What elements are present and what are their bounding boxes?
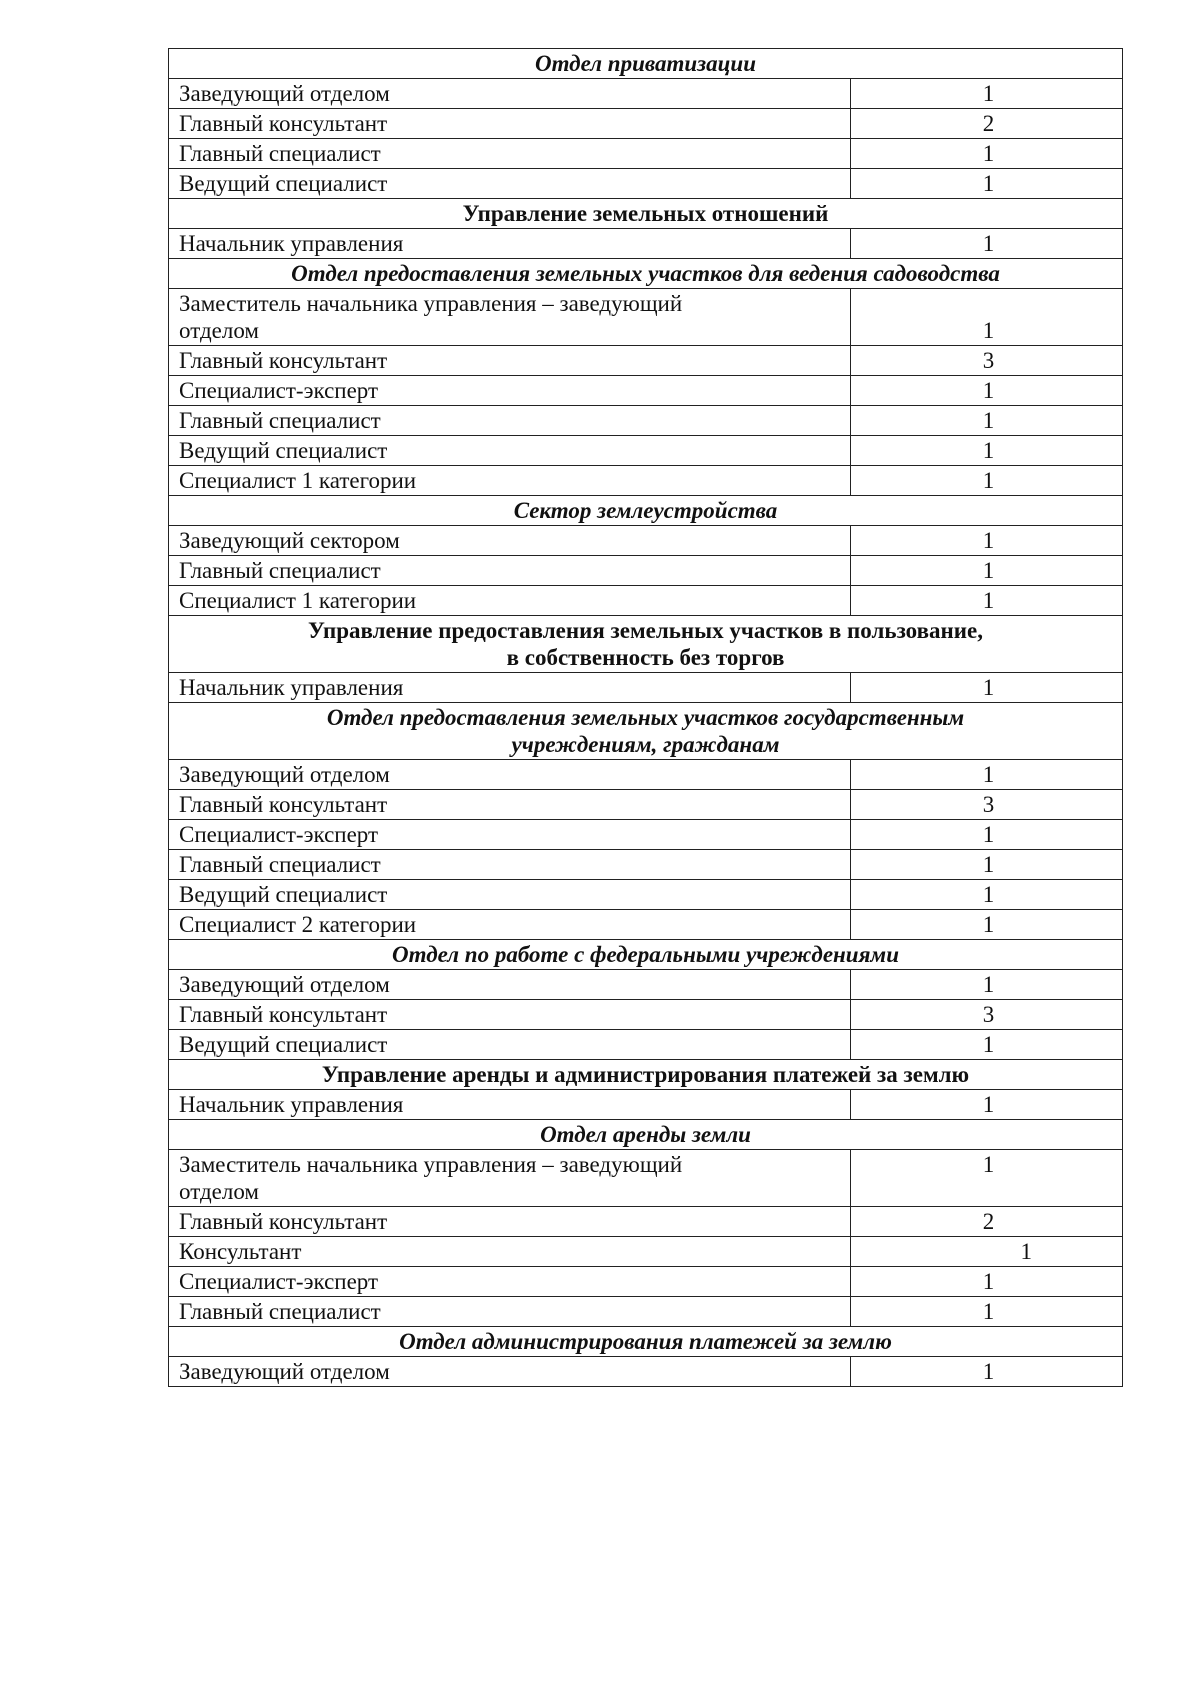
position-name: Ведущий специалист <box>169 880 851 910</box>
section-header <box>169 49 1123 79</box>
position-count: 2 <box>851 1207 1123 1237</box>
table-row <box>169 1357 1123 1387</box>
table-row <box>169 109 1123 139</box>
section-title: Отдел по работе с федеральными учреждениями <box>169 940 1123 970</box>
section-title: Отдел приватизации <box>169 49 1123 79</box>
position-name: Главный консультант <box>169 790 851 820</box>
position-count: 3 <box>851 790 1123 820</box>
position-count: 1 <box>851 1030 1123 1060</box>
table-row <box>169 289 1123 346</box>
position-count: 1 <box>851 79 1123 109</box>
table-row <box>169 229 1123 259</box>
position-name: Главный специалист <box>169 850 851 880</box>
table-row <box>169 376 1123 406</box>
position-name: Специалист 2 категории <box>169 910 851 940</box>
position-count: 1 <box>851 169 1123 199</box>
position-name: Ведущий специалист <box>169 436 851 466</box>
position-count: 2 <box>851 109 1123 139</box>
position-name: Главный консультант <box>169 109 851 139</box>
position-name: Специалист-эксперт <box>169 820 851 850</box>
position-name: Специалист-эксперт <box>169 1267 851 1297</box>
position-name: Главный специалист <box>169 556 851 586</box>
position-count: 1 <box>851 406 1123 436</box>
document-page <box>168 48 1122 1387</box>
position-count: 1 <box>851 229 1123 259</box>
table-row <box>169 466 1123 496</box>
position-count: 1 <box>851 970 1123 1000</box>
section-title: Отдел предоставления земельных участков государственным учреждениям, гражданам <box>169 703 1123 760</box>
section-header <box>169 259 1123 289</box>
position-name: Специалист 1 категории <box>169 466 851 496</box>
section-title: Сектор землеустройства <box>169 496 1123 526</box>
position-count: 1 <box>851 880 1123 910</box>
position-name: Начальник управления <box>169 1090 851 1120</box>
position-name: Заведующий отделом <box>169 79 851 109</box>
table-row <box>169 970 1123 1000</box>
position-count: 1 <box>851 586 1123 616</box>
position-name: Специалист 1 категории <box>169 586 851 616</box>
table-row <box>169 79 1123 109</box>
table-row <box>169 406 1123 436</box>
position-name: Заведующий отделом <box>169 760 851 790</box>
position-name: Заведующий отделом <box>169 1357 851 1387</box>
table-row <box>169 526 1123 556</box>
table-row <box>169 673 1123 703</box>
table-row <box>169 850 1123 880</box>
table-row <box>169 1030 1123 1060</box>
position-name: Заместитель начальника управления – заведующий отделом <box>169 289 851 346</box>
position-count: 1 <box>851 820 1123 850</box>
table-row <box>169 436 1123 466</box>
position-name: Главный специалист <box>169 1297 851 1327</box>
section-header <box>169 703 1123 760</box>
table-row <box>169 760 1123 790</box>
table-row <box>169 139 1123 169</box>
position-count: 1 <box>851 910 1123 940</box>
section-header <box>169 940 1123 970</box>
table-row <box>169 1000 1123 1030</box>
position-count: 1 <box>851 289 1123 346</box>
table-row <box>169 1297 1123 1327</box>
position-count: 1 <box>851 526 1123 556</box>
position-count: 1 <box>851 436 1123 466</box>
position-name: Заведующий отделом <box>169 970 851 1000</box>
table-row <box>169 1237 1123 1267</box>
position-name: Консультант <box>169 1237 851 1267</box>
position-name: Главный специалист <box>169 406 851 436</box>
position-count: 1 <box>851 1297 1123 1327</box>
section-title: Управление предоставления земельных участков в пользование, в собственность без торгов <box>169 616 1123 673</box>
position-name: Начальник управления <box>169 229 851 259</box>
position-name: Ведущий специалист <box>169 169 851 199</box>
table-row <box>169 346 1123 376</box>
position-count: 1 <box>851 466 1123 496</box>
section-title: Отдел предоставления земельных участков для ведения садоводства <box>169 259 1123 289</box>
section-header <box>169 1327 1123 1357</box>
position-name: Главный консультант <box>169 346 851 376</box>
position-name: Заведующий сектором <box>169 526 851 556</box>
position-count: 3 <box>851 346 1123 376</box>
position-name: Ведущий специалист <box>169 1030 851 1060</box>
position-count: 1 <box>851 850 1123 880</box>
table-row <box>169 1150 1123 1207</box>
position-count: 1 <box>851 139 1123 169</box>
position-count: 1 <box>851 1267 1123 1297</box>
staff-table-body <box>169 49 1123 1387</box>
table-row <box>169 1207 1123 1237</box>
table-row <box>169 169 1123 199</box>
section-header <box>169 496 1123 526</box>
section-header <box>169 199 1123 229</box>
section-header <box>169 616 1123 673</box>
position-count: 1 <box>851 376 1123 406</box>
section-title: Управление аренды и администрирования платежей за землю <box>169 1060 1123 1090</box>
position-count: 1 <box>851 1357 1123 1387</box>
table-row <box>169 820 1123 850</box>
position-name: Главный специалист <box>169 139 851 169</box>
position-name: Начальник управления <box>169 673 851 703</box>
position-count: 1 <box>851 673 1123 703</box>
position-count: 1 <box>851 1090 1123 1120</box>
position-name: Специалист-эксперт <box>169 376 851 406</box>
position-name: Заместитель начальника управления – заведующий отделом <box>169 1150 851 1207</box>
position-name: Главный консультант <box>169 1000 851 1030</box>
table-row <box>169 586 1123 616</box>
position-count: 1 <box>851 1237 1123 1267</box>
position-count: 3 <box>851 1000 1123 1030</box>
table-row <box>169 790 1123 820</box>
position-count: 1 <box>851 556 1123 586</box>
table-row <box>169 880 1123 910</box>
table-row <box>169 556 1123 586</box>
staff-table <box>168 48 1123 1387</box>
position-count: 1 <box>851 760 1123 790</box>
section-title: Отдел аренды земли <box>169 1120 1123 1150</box>
position-name: Главный консультант <box>169 1207 851 1237</box>
table-row <box>169 910 1123 940</box>
section-header <box>169 1060 1123 1090</box>
section-header <box>169 1120 1123 1150</box>
table-row <box>169 1267 1123 1297</box>
position-count: 1 <box>851 1150 1123 1207</box>
section-title: Отдел администрирования платежей за землю <box>169 1327 1123 1357</box>
section-title: Управление земельных отношений <box>169 199 1123 229</box>
table-row <box>169 1090 1123 1120</box>
